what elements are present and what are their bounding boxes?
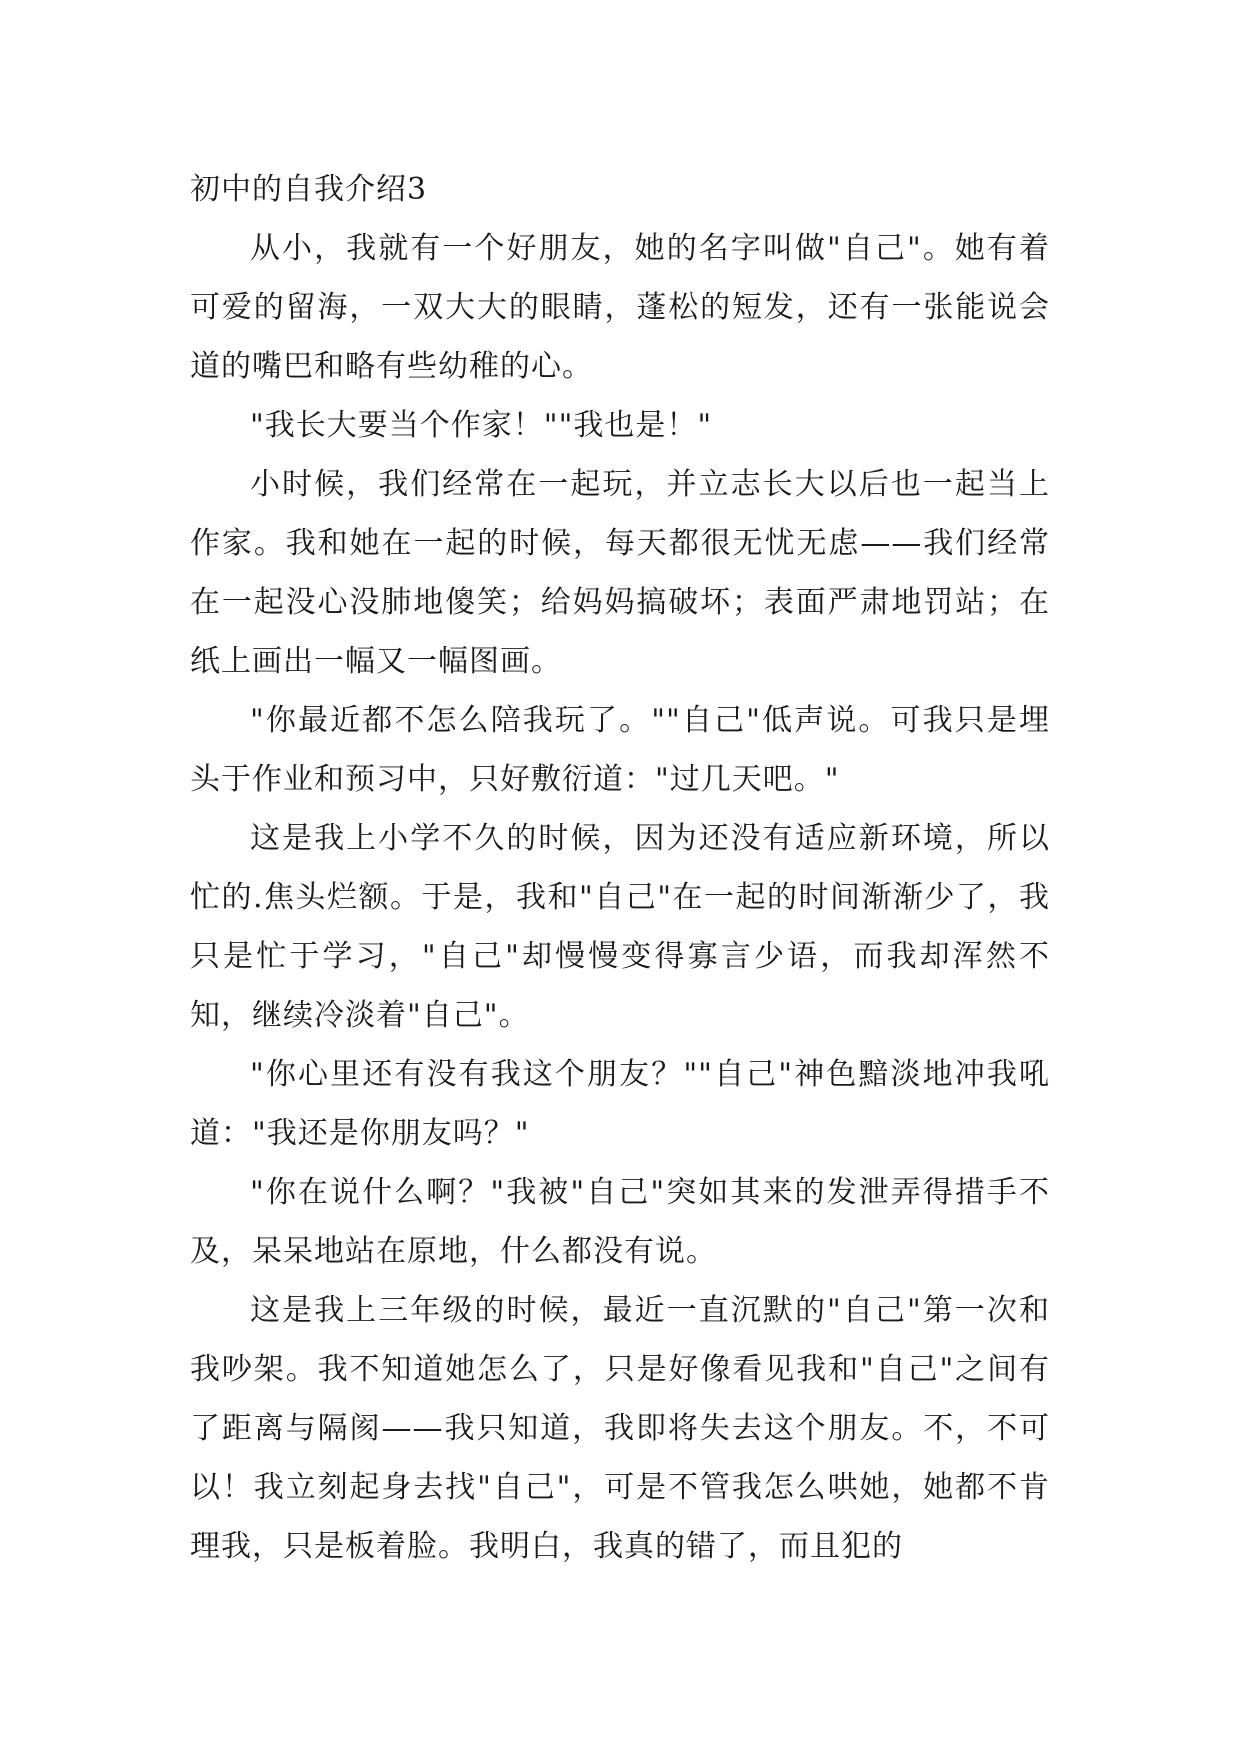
paragraph: 这是我上小学不久的时候，因为还没有适应新环境，所以忙的.焦头烂额。于是，我和"自己"在一起的时间渐渐少了，我只是忙于学习，"自己"却慢慢变得寡言少语，而我却浑然不知，继续冷淡着"自己"。 <box>190 821 1050 1033</box>
paragraph: 从小，我就有一个好朋友，她的名字叫做"自己"。她有着可爱的留海，一双大大的眼睛，蓬松的短发，还有一张能说会道的嘴巴和略有些幼稚的心。 <box>190 231 1050 384</box>
paragraph: "你心里还有没有我这个朋友？""自己"神色黯淡地冲我吼道："我还是你朋友吗？" <box>190 1057 1050 1151</box>
paragraph: 小时候，我们经常在一起玩，并立志长大以后也一起当上作家。我和她在一起的时候，每天都很无忧无虑——我们经常在一起没心没肺地傻笑；给妈妈搞破坏；表面严肃地罚站；在纸上画出一幅又一幅图画。 <box>190 467 1050 679</box>
document-body <box>190 160 1050 1576</box>
paragraph: 这是我上三年级的时候，最近一直沉默的"自己"第一次和我吵架。我不知道她怎么了，只是好像看见我和"自己"之间有了距离与隔阂——我只知道，我即将失去这个朋友。不，不可以！我立刻起身去找"自己"，可是不管我怎么哄她，她都不肯理我，只是板着脸。我明白，我真的错了，而且犯的 <box>190 1293 1050 1564</box>
document-title: 初中的自我介绍3 <box>190 172 428 207</box>
paragraph: "你最近都不怎么陪我玩了。""自己"低声说。可我只是埋头于作业和预习中，只好敷衍道："过几天吧。" <box>190 703 1050 797</box>
paragraph: "你在说什么啊？"我被"自己"突如其来的发泄弄得措手不及，呆呆地站在原地，什么都没有说。 <box>190 1175 1050 1269</box>
paragraph: "我长大要当个作家！""我也是！" <box>250 408 713 443</box>
